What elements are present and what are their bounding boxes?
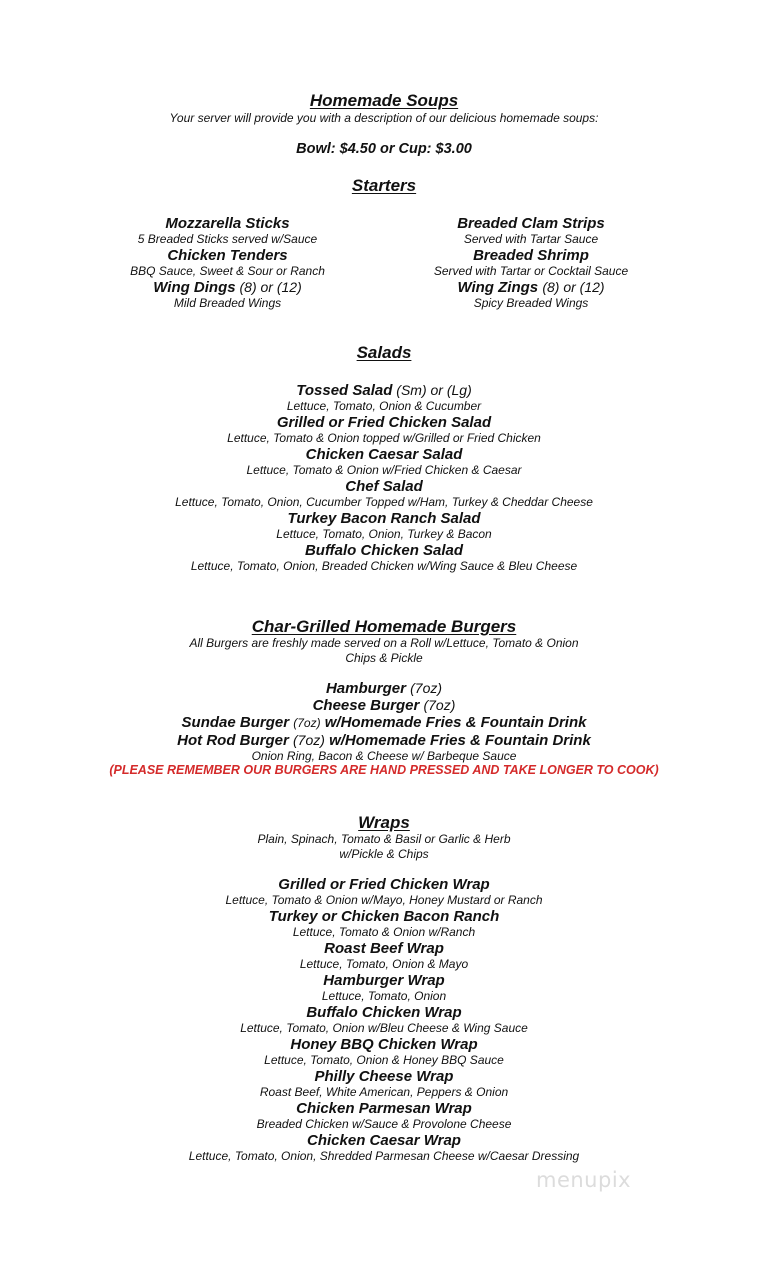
menu-item-desc: BBQ Sauce, Sweet & Sour or Ranch	[130, 264, 325, 278]
menu-item-name: Grilled or Fried Chicken Salad	[276, 414, 492, 431]
menu-item-name: Wing Dings (8) or (12)	[153, 279, 302, 296]
salads-list	[0, 382, 768, 574]
menu-item-desc: Lettuce, Tomato, Onion, Cucumber Topped w/Ham, Turkey & Cheddar Cheese	[175, 495, 593, 509]
item-size: (8) or (12)	[235, 279, 302, 295]
menu-item-name: Cheese Burger (7oz)	[312, 697, 456, 714]
menu-item-desc: Lettuce, Tomato & Onion topped w/Grilled or Fried Chicken	[227, 431, 541, 445]
menu-item-desc: Roast Beef, White American, Peppers & Onion	[259, 1085, 509, 1099]
menu-item-name: Hot Rod Burger (7oz) w/Homemade Fries & Fountain Drink	[177, 732, 591, 749]
menu-item-name: Wing Zings (8) or (12)	[457, 279, 605, 296]
starters-left-column	[120, 215, 335, 311]
menu-item-desc: Lettuce, Tomato & Onion w/Fried Chicken & Caesar	[246, 463, 522, 477]
item-extra: w/Homemade Fries & Fountain Drink	[329, 732, 591, 749]
menu-item-name: Chicken Caesar Salad	[305, 446, 463, 463]
item-size: (7oz)	[410, 680, 443, 696]
menu-item-name: Mozzarella Sticks	[165, 215, 290, 232]
menu-item-name: Hamburger (7oz)	[325, 680, 443, 697]
menu-item-name: Chicken Parmesan Wrap	[296, 1100, 472, 1117]
menu-item-desc: Lettuce, Tomato, Onion	[321, 989, 447, 1003]
item-size: (7oz)	[293, 716, 321, 730]
menu-item-name: Chicken Caesar Wrap	[307, 1132, 461, 1149]
item-size: (Sm) or (Lg)	[392, 382, 472, 398]
wraps-title: Wraps	[358, 813, 410, 832]
soups-note: Your server will provide you with a description of our delicious homemade soups:	[169, 111, 599, 125]
menu-item-desc: Served with Tartar or Cocktail Sauce	[433, 264, 629, 278]
wraps-list	[0, 876, 768, 1164]
menu-item-desc: Spicy Breaded Wings	[473, 296, 589, 310]
menu-item-desc: Lettuce, Tomato, Onion & Mayo	[299, 957, 469, 971]
item-size: (7oz)	[293, 732, 325, 748]
menu-item-desc: Lettuce, Tomato, Onion & Cucumber	[286, 399, 482, 413]
menu-item-desc: Onion Ring, Bacon & Cheese w/ Barbeque Sauce	[251, 749, 517, 763]
menu-item-name: Turkey Bacon Ranch Salad	[287, 510, 481, 527]
wraps-note-line1: Plain, Spinach, Tomato & Basil or Garlic & Herb	[257, 832, 511, 846]
menu-item-desc: Lettuce, Tomato & Onion w/Mayo, Honey Mustard or Ranch	[225, 893, 543, 907]
menu-item-name: Breaded Clam Strips	[457, 215, 605, 232]
starters-title: Starters	[351, 176, 417, 195]
menupix-watermark: menupix	[536, 1168, 632, 1192]
burgers-list	[0, 680, 768, 764]
menu-item-desc: Lettuce, Tomato, Onion, Shredded Parmesan Cheese w/Caesar Dressing	[188, 1149, 580, 1163]
menu-item-name: Chef Salad	[345, 478, 423, 495]
menu-item-desc: Breaded Chicken w/Sauce & Provolone Cheese	[256, 1117, 512, 1131]
menu-item-name: Sundae Burger (7oz) w/Homemade Fries & Fountain Drink	[181, 714, 587, 731]
item-size: (8) or (12)	[542, 279, 605, 295]
menu-item-desc: Lettuce, Tomato, Onion, Turkey & Bacon	[276, 527, 492, 541]
menu-item-desc: Lettuce, Tomato, Onion, Breaded Chicken w/Wing Sauce & Bleu Cheese	[190, 559, 578, 573]
menu-item-desc: 5 Breaded Sticks served w/Sauce	[137, 232, 318, 246]
menu-item-name: Honey BBQ Chicken Wrap	[290, 1036, 478, 1053]
menu-item-desc: Lettuce, Tomato & Onion w/Ranch	[292, 925, 476, 939]
menu-item-desc: Lettuce, Tomato, Onion w/Bleu Cheese & Wing Sauce	[240, 1021, 528, 1035]
burgers-warning: (PLEASE REMEMBER OUR BURGERS ARE HAND PRESSED AND TAKE LONGER TO COOK)	[109, 763, 659, 777]
menu-item-name: Turkey or Chicken Bacon Ranch	[268, 908, 500, 925]
wraps-note-line2: w/Pickle & Chips	[339, 847, 429, 861]
menu-item-desc: Lettuce, Tomato, Onion & Honey BBQ Sauce	[264, 1053, 504, 1067]
menu-item-desc: Mild Breaded Wings	[173, 296, 282, 310]
burgers-title: Char-Grilled Homemade Burgers	[251, 617, 517, 636]
menu-item-name: Buffalo Chicken Wrap	[306, 1004, 462, 1021]
salads-title: Salads	[356, 343, 412, 362]
burgers-note-line2: Chips & Pickle	[345, 651, 423, 665]
menu-item-name: Roast Beef Wrap	[324, 940, 444, 957]
soups-price: Bowl: $4.50 or Cup: $3.00	[296, 141, 472, 157]
menu-item-name: Tossed Salad (Sm) or (Lg)	[296, 382, 472, 399]
menu-item-name: Chicken Tenders	[167, 247, 288, 264]
menu-item-name: Breaded Shrimp	[473, 247, 589, 264]
menu-item-name: Hamburger Wrap	[323, 972, 445, 989]
item-size: (7oz)	[423, 697, 456, 713]
menu-item-name: Grilled or Fried Chicken Wrap	[278, 876, 490, 893]
burgers-note-line1: All Burgers are freshly made served on a Roll w/Lettuce, Tomato & Onion	[189, 636, 579, 650]
starters-right-column	[420, 215, 642, 311]
menu-item-name: Buffalo Chicken Salad	[304, 542, 464, 559]
soups-title: Homemade Soups	[309, 91, 459, 110]
menu-item-name: Philly Cheese Wrap	[314, 1068, 454, 1085]
item-extra: w/Homemade Fries & Fountain Drink	[324, 714, 587, 731]
menu-item-desc: Served with Tartar Sauce	[463, 232, 599, 246]
